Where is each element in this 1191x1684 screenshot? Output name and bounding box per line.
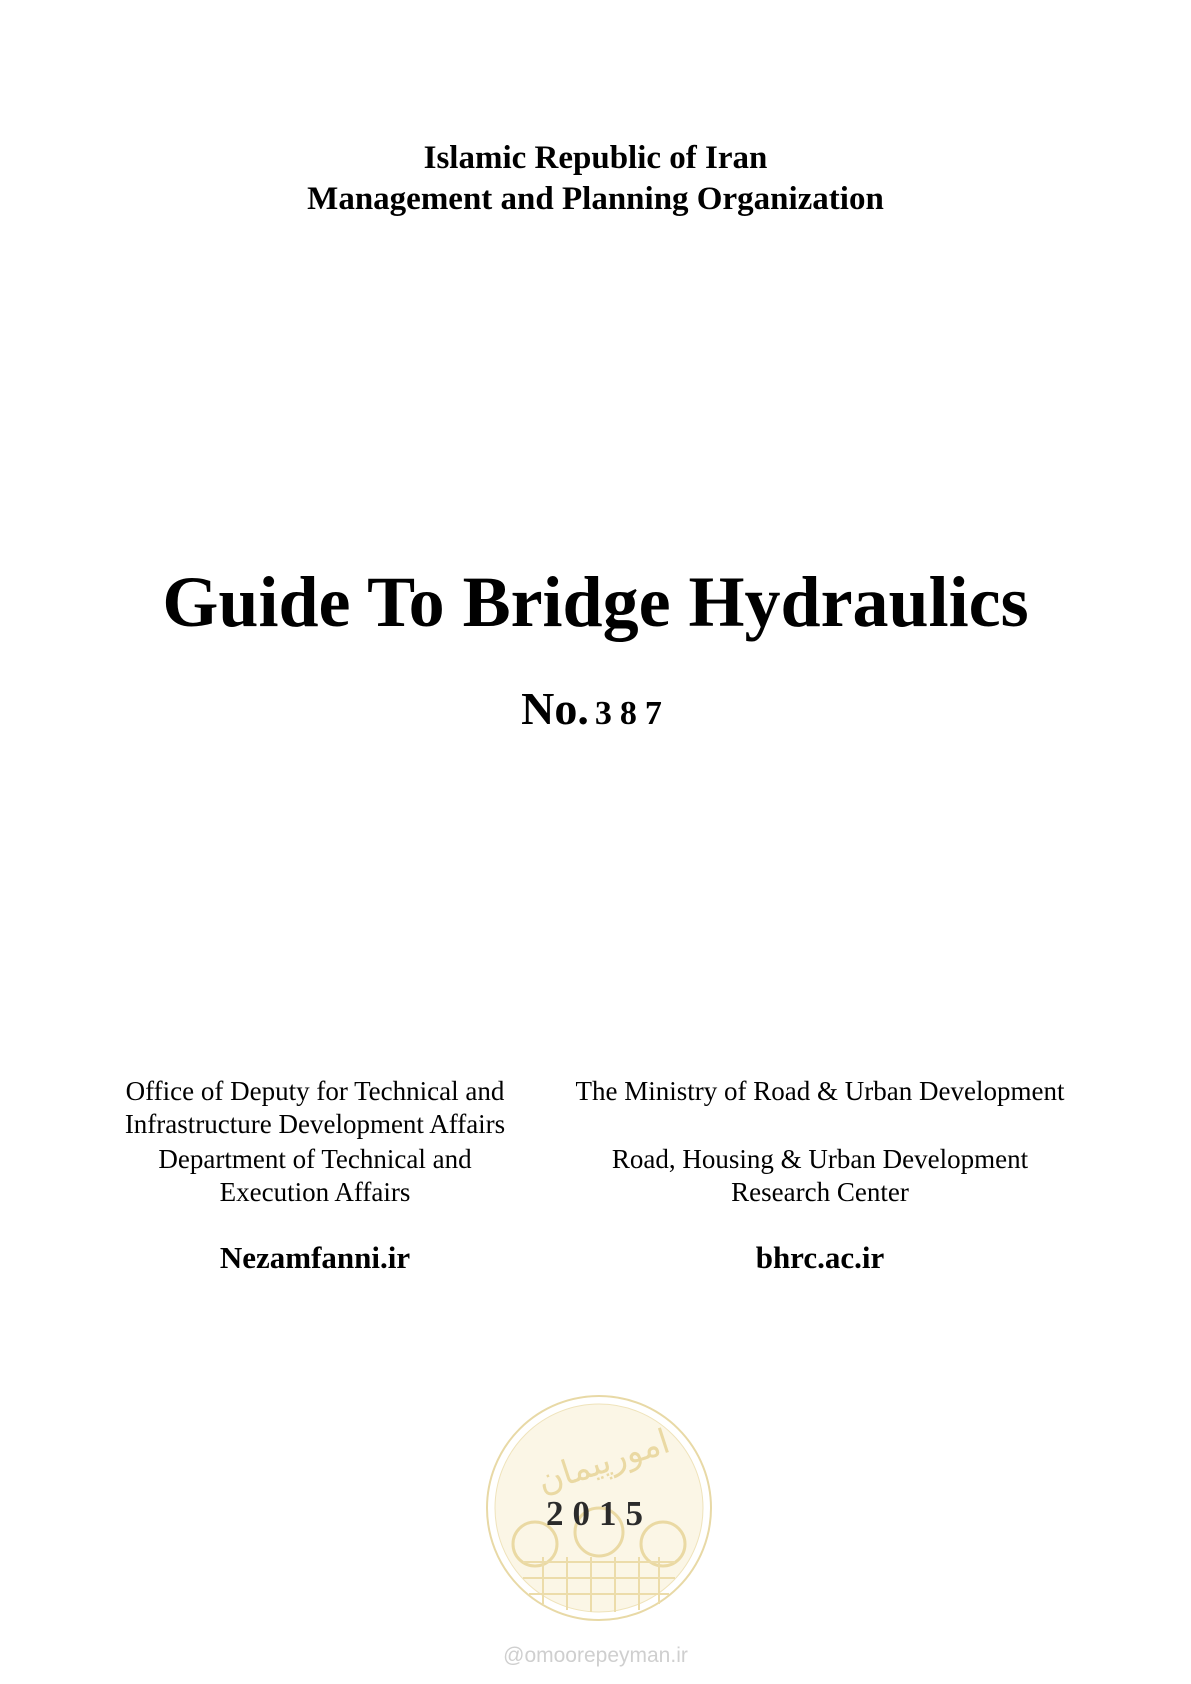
organization-line: Management and Planning Organization: [307, 181, 884, 217]
document-number: [0, 682, 1191, 741]
department-line-2: Execution Affairs: [219, 1177, 411, 1207]
watermark-text: @omoorepeyman.ir: [503, 1644, 688, 1667]
left-publisher-block: [95, 1075, 535, 1209]
research-center-line-1: Road, Housing & Urban Development: [611, 1144, 1029, 1174]
right-publisher-block: [555, 1075, 1085, 1209]
office-line-1: Office of Deputy for Technical and: [125, 1076, 505, 1106]
issuing-authority: [0, 138, 1191, 220]
research-center-line-2: Research Center: [731, 1177, 909, 1207]
office-line-2: Infrastructure Development Affairs: [124, 1109, 506, 1139]
document-title: Guide To Bridge Hydraulics: [162, 562, 1029, 642]
document-number-value: 387: [594, 695, 670, 732]
publication-year: 2015: [546, 1494, 652, 1533]
country-line: Islamic Republic of Iran: [423, 140, 768, 176]
right-website: bhrc.ac.ir: [755, 1240, 885, 1275]
seal-script: امورپیمان: [532, 1421, 675, 1502]
left-website: Nezamfanni.ir: [219, 1240, 411, 1275]
department-line-1: Department of Technical and: [158, 1144, 472, 1174]
ministry-line: The Ministry of Road & Urban Development: [575, 1076, 1065, 1106]
document-number-prefix: No.: [521, 683, 589, 734]
